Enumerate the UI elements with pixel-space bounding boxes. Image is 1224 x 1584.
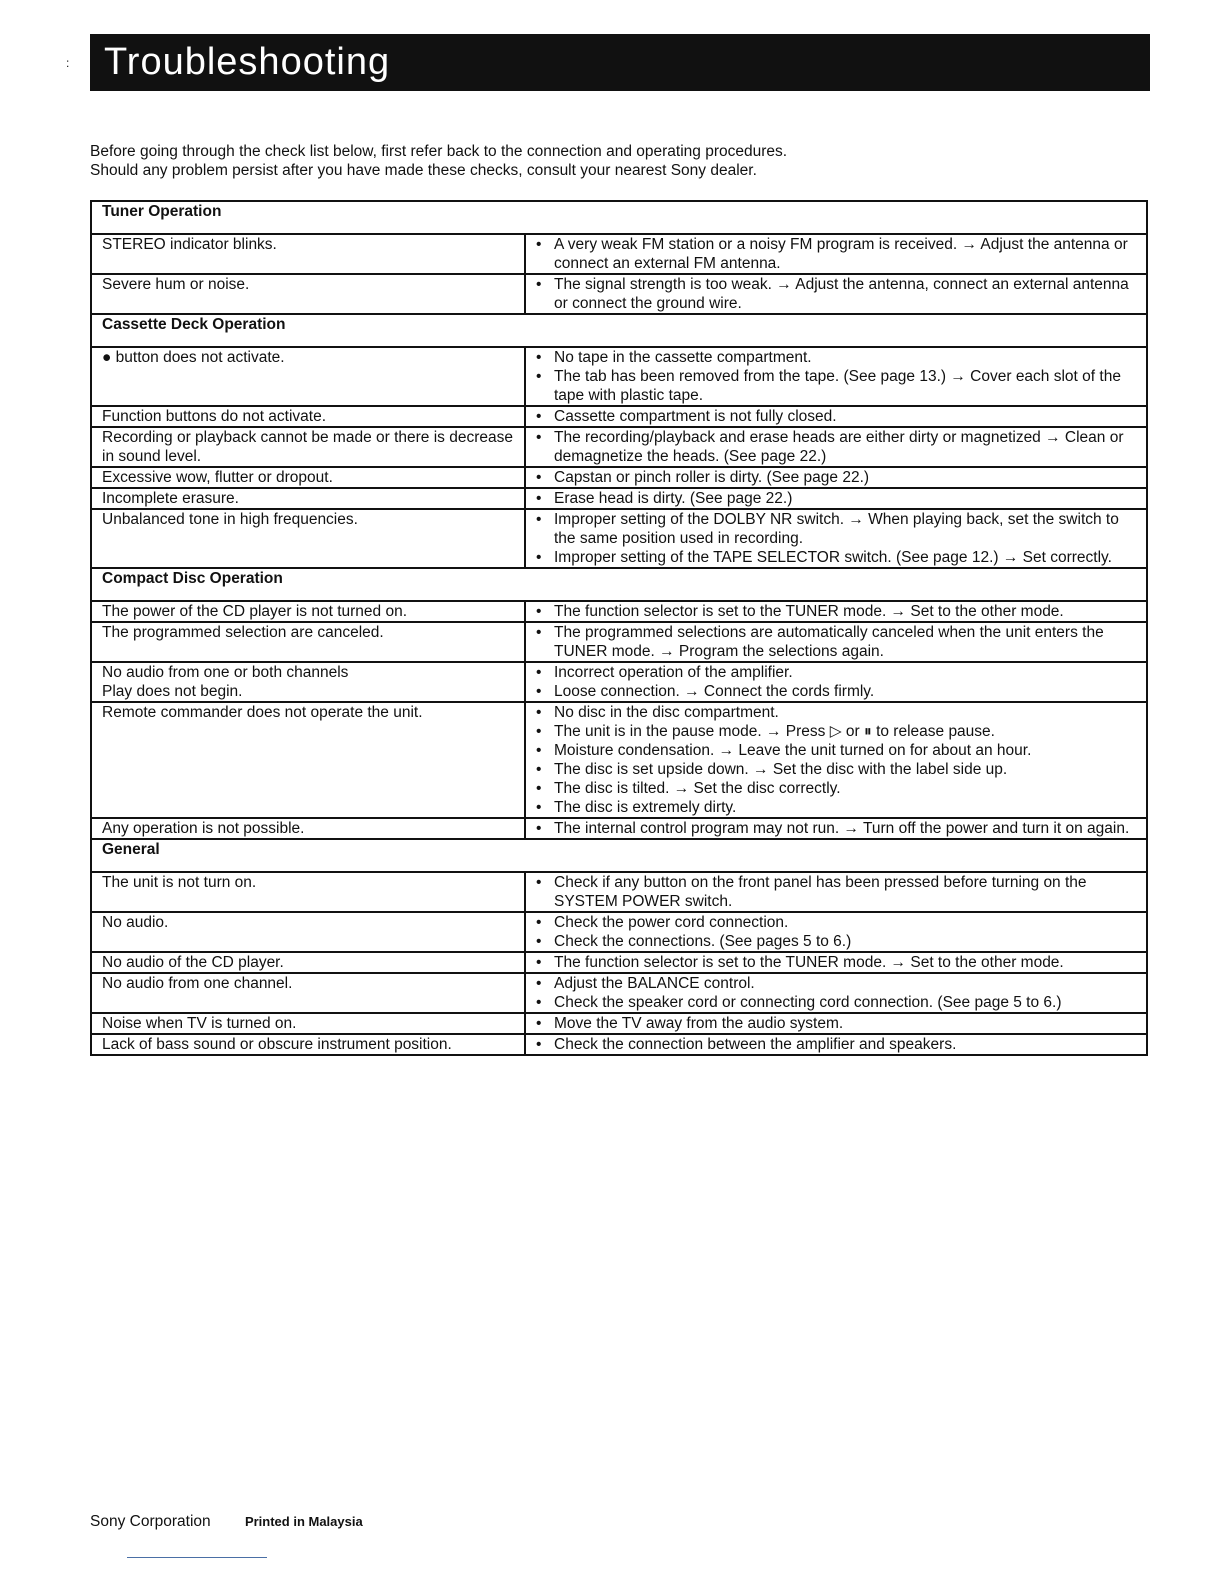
remedy-item: • The recording/playback and erase heads are either dirty or magnetized → Clean or demagnetize the heads. (See page 22.): [536, 428, 1136, 466]
troubleshooting-table: [90, 200, 1148, 1056]
problem-cell: [91, 872, 525, 912]
footer: [90, 1513, 363, 1531]
problem-text: ● button does not activate.: [102, 349, 285, 366]
remedy-item: • Adjust the BALANCE control.: [536, 974, 1136, 993]
remedy-list: [536, 407, 1136, 426]
remedy-item: • Check if any button on the front panel has been pressed before turning on the SYSTEM POWER switch.: [536, 873, 1136, 911]
problem-text: The power of the CD player is not turned on.: [102, 603, 407, 620]
remedy-item: • The disc is extremely dirty.: [536, 798, 1136, 817]
problem-cell: [91, 234, 525, 274]
problem-cell: [91, 1013, 525, 1034]
remedy-cell: [525, 1013, 1147, 1034]
remedy-item: • No disc in the disc compartment.: [536, 703, 1136, 722]
remedy-cell: [525, 274, 1147, 314]
remedy-list: [536, 1035, 1136, 1054]
remedy-cell: [525, 1034, 1147, 1055]
remedy-list: [536, 873, 1136, 911]
table-row: [91, 702, 1147, 818]
table-row: [91, 1013, 1147, 1034]
intro-text: [90, 142, 787, 180]
section-header-row: [91, 314, 1147, 347]
remedy-cell: [525, 622, 1147, 662]
remedy-cell: [525, 467, 1147, 488]
footer-rule: [127, 1557, 267, 1558]
table-row: [91, 427, 1147, 467]
problem-cell: [91, 973, 525, 1013]
problem-text: Play does not begin.: [102, 683, 243, 700]
footer-printed: Printed in Malaysia: [244, 1514, 363, 1529]
remedy-list: [536, 348, 1136, 405]
problem-text: Noise when TV is turned on.: [102, 1015, 297, 1032]
problem-cell: [91, 622, 525, 662]
remedy-cell: [525, 818, 1147, 839]
table-row: [91, 509, 1147, 568]
remedy-item: • The internal control program may not run. → Turn off the power and turn it on again.: [536, 819, 1136, 838]
remedy-list: [536, 623, 1136, 661]
remedy-cell: [525, 488, 1147, 509]
problem-text: No audio from one or both channels: [102, 664, 349, 681]
problem-cell: [91, 467, 525, 488]
remedy-cell: [525, 347, 1147, 406]
remedy-cell: [525, 662, 1147, 702]
problem-cell: [91, 702, 525, 818]
problem-text: Lack of bass sound or obscure instrument position.: [102, 1036, 452, 1053]
table-row: [91, 467, 1147, 488]
problem-text: Unbalanced tone in high frequencies.: [102, 511, 358, 528]
remedy-item: • The tab has been removed from the tape. (See page 13.) → Cover each slot of the tape with plastic tape.: [536, 367, 1136, 405]
remedy-cell: [525, 234, 1147, 274]
section-header-row: [91, 839, 1147, 872]
footer-company: Sony Corporation: [90, 1513, 211, 1530]
remedy-item: • The signal strength is too weak. → Adjust the antenna, connect an external antenna or connect the ground wire.: [536, 275, 1136, 313]
section-heading: Compact Disc Operation: [91, 568, 1147, 601]
remedy-list: [536, 703, 1136, 817]
table-row: [91, 912, 1147, 952]
table-row: [91, 488, 1147, 509]
remedy-list: [536, 663, 1136, 701]
remedy-item: • Check the power cord connection.: [536, 913, 1136, 932]
remedy-item: • Improper setting of the DOLBY NR switch. → When playing back, set the switch to the same position used in recording.: [536, 510, 1136, 548]
problem-cell: [91, 818, 525, 839]
remedy-item: • Moisture condensation. → Leave the unit turned on for about an hour.: [536, 741, 1136, 760]
remedy-cell: [525, 973, 1147, 1013]
remedy-item: • The function selector is set to the TUNER mode. → Set to the other mode.: [536, 953, 1136, 972]
remedy-cell: [525, 427, 1147, 467]
remedy-list: [536, 510, 1136, 567]
remedy-item: • The disc is set upside down. → Set the disc with the label side up.: [536, 760, 1136, 779]
problem-cell: [91, 601, 525, 622]
remedy-list: [536, 974, 1136, 1012]
remedy-item: • Loose connection. → Connect the cords firmly.: [536, 682, 1136, 701]
section-heading: General: [91, 839, 1147, 872]
table-row: [91, 406, 1147, 427]
problem-text: No audio of the CD player.: [102, 954, 284, 971]
remedy-cell: [525, 601, 1147, 622]
table-row: [91, 818, 1147, 839]
remedy-item: • Check the connections. (See pages 5 to 6.): [536, 932, 1136, 951]
remedy-cell: [525, 406, 1147, 427]
problem-cell: [91, 488, 525, 509]
remedy-item: • Check the connection between the amplifier and speakers.: [536, 1035, 1136, 1054]
table-row: [91, 601, 1147, 622]
problem-text: No audio.: [102, 914, 169, 931]
problem-text: The programmed selection are canceled.: [102, 624, 384, 641]
problem-text: The unit is not turn on.: [102, 874, 257, 891]
problem-text: STEREO indicator blinks.: [102, 236, 277, 253]
problem-text: Excessive wow, flutter or dropout.: [102, 469, 333, 486]
remedy-item: • A very weak FM station or a noisy FM program is received. → Adjust the antenna or connect an external FM antenna.: [536, 235, 1136, 273]
remedy-list: [536, 468, 1136, 487]
remedy-item: • Move the TV away from the audio system.: [536, 1014, 1136, 1033]
remedy-list: [536, 819, 1136, 838]
table-row: [91, 347, 1147, 406]
page-title: Troubleshooting: [90, 34, 1150, 91]
remedy-cell: [525, 509, 1147, 568]
remedy-list: [536, 489, 1136, 508]
problem-cell: [91, 406, 525, 427]
remedy-list: [536, 235, 1136, 273]
remedy-item: • Capstan or pinch roller is dirty. (See page 22.): [536, 468, 1136, 487]
section-heading: Cassette Deck Operation: [91, 314, 1147, 347]
remedy-cell: [525, 952, 1147, 973]
problem-text: Any operation is not possible.: [102, 820, 305, 837]
problem-cell: [91, 427, 525, 467]
problem-text: Remote commander does not operate the unit.: [102, 704, 423, 721]
remedy-item: • No tape in the cassette compartment.: [536, 348, 1136, 367]
problem-text: Incomplete erasure.: [102, 490, 239, 507]
problem-cell: [91, 347, 525, 406]
table-row: [91, 662, 1147, 702]
remedy-item: • The unit is in the pause mode. → Press ▷ or ⏸ to release pause.: [536, 722, 1136, 741]
remedy-list: [536, 913, 1136, 951]
remedy-item: • Improper setting of the TAPE SELECTOR switch. (See page 12.) → Set correctly.: [536, 548, 1136, 567]
remedy-item: • The programmed selections are automatically canceled when the unit enters the TUNER mode. → Program the selections again.: [536, 623, 1136, 661]
problem-cell: [91, 274, 525, 314]
problem-text: Function buttons do not activate.: [102, 408, 327, 425]
intro-line: Before going through the check list below, first refer back to the connection and operating procedures.: [90, 143, 788, 160]
remedy-list: [536, 275, 1136, 313]
table-row: [91, 872, 1147, 912]
section-header-row: [91, 201, 1147, 234]
problem-cell: [91, 509, 525, 568]
remedy-item: • The function selector is set to the TUNER mode. → Set to the other mode.: [536, 602, 1136, 621]
remedy-list: [536, 428, 1136, 466]
problem-cell: [91, 912, 525, 952]
problem-text: No audio from one channel.: [102, 975, 293, 992]
remedy-list: [536, 1014, 1136, 1033]
remedy-item: • Check the speaker cord or connecting cord connection. (See page 5 to 6.): [536, 993, 1136, 1012]
remedy-cell: [525, 702, 1147, 818]
table-row: [91, 274, 1147, 314]
remedy-cell: [525, 872, 1147, 912]
intro-line: Should any problem persist after you have made these checks, consult your nearest Sony dealer.: [90, 162, 757, 179]
problem-cell: [91, 952, 525, 973]
table-row: [91, 622, 1147, 662]
problem-text: Recording or playback cannot be made or there is decrease in sound level.: [102, 429, 513, 465]
remedy-item: • Incorrect operation of the amplifier.: [536, 663, 1136, 682]
remedy-list: [536, 953, 1136, 972]
remedy-item: • Cassette compartment is not fully closed.: [536, 407, 1136, 426]
remedy-list: [536, 602, 1136, 621]
section-heading: Tuner Operation: [91, 201, 1147, 234]
remedy-item: • The disc is tilted. → Set the disc correctly.: [536, 779, 1136, 798]
remedy-cell: [525, 912, 1147, 952]
table-row: [91, 234, 1147, 274]
problem-text: Severe hum or noise.: [102, 276, 250, 293]
problem-cell: [91, 1034, 525, 1055]
problem-cell: [91, 662, 525, 702]
section-header-row: [91, 568, 1147, 601]
table-row: [91, 973, 1147, 1013]
table-row: [91, 1034, 1147, 1055]
table-row: [91, 952, 1147, 973]
remedy-item: • Erase head is dirty. (See page 22.): [536, 489, 1136, 508]
margin-mark: :: [66, 56, 70, 70]
